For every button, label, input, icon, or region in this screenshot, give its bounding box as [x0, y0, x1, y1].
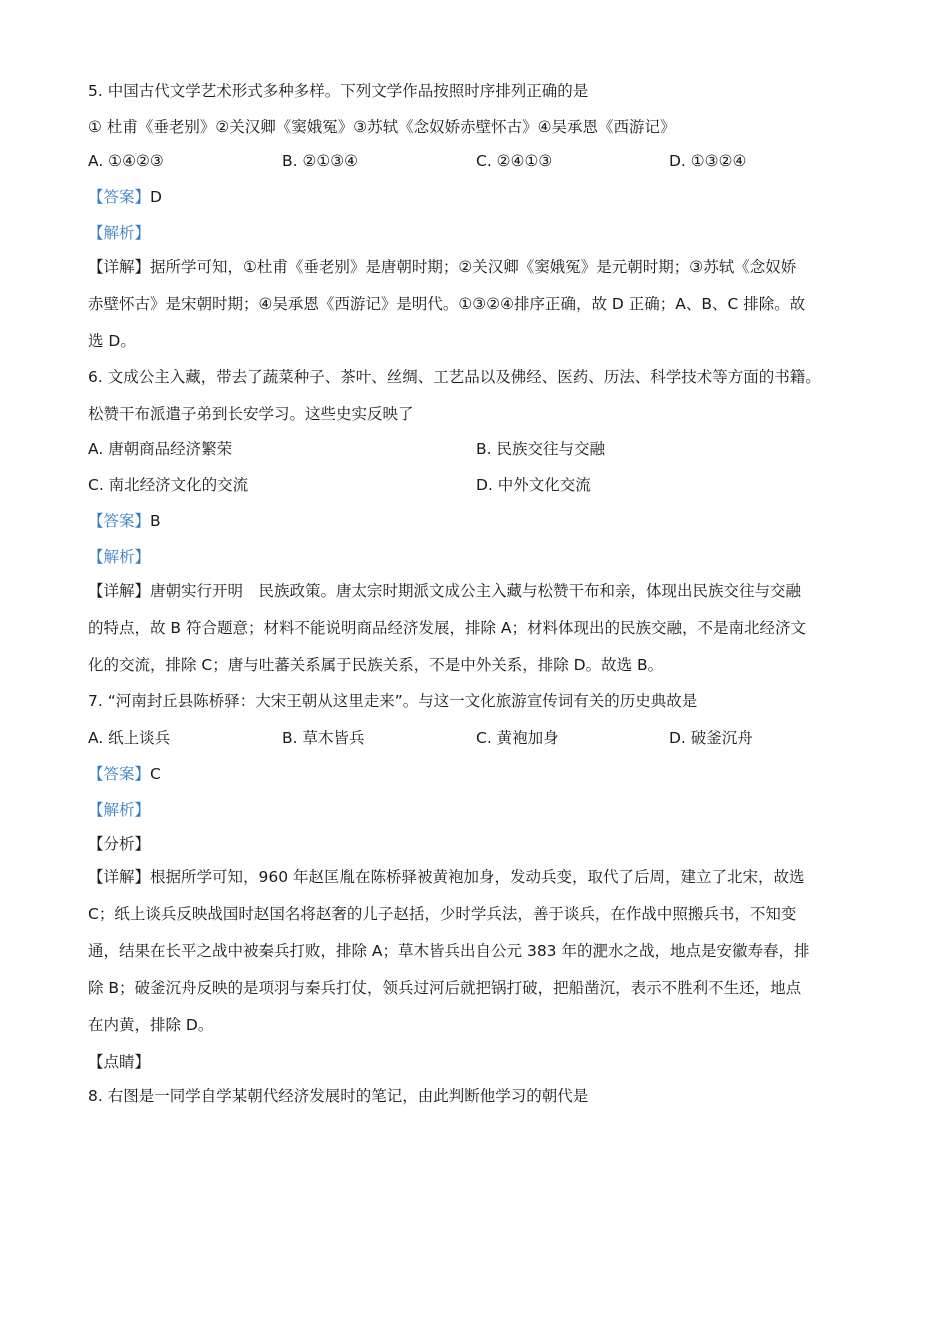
q7-option-a: A. 纸上谈兵 — [88, 729, 171, 747]
q6-answer-line — [88, 510, 161, 532]
q7-detail-4: 除 B；破釜沉舟反映的是项羽与秦兵打仗，领兵过河后就把锅打破，把船凿沉，表示不胜利不生还，地点 — [88, 979, 802, 997]
q7-answer-line — [88, 763, 161, 785]
q7-stem: 7. “河南封丘县陈桥驿：大宋王朝从这里走来”。与这一文化旅游宣传词有关的历史典故是 — [88, 692, 698, 710]
q5-items: ① 杜甫《垂老别》②关汉卿《窦娥冤》③苏轼《念奴娇赤壁怀古》④吴承恩《西游记》 — [88, 118, 676, 136]
q6-analysis-tag: 【解析】 — [88, 548, 151, 566]
q6-detail-2: 的特点，故 B 符合题意；材料不能说明商品经济发展，排除 A；材料体现出的民族交融，不是南北经济文 — [88, 619, 807, 637]
q6-answer: B — [150, 512, 161, 530]
q5-option-a: A. ①④②③ — [88, 152, 164, 170]
q7-detail-5: 在内黄，排除 D。 — [88, 1016, 214, 1034]
q5-detail-2: 赤壁怀古》是宋朝时期；④吴承恩《西游记》是明代。①③②④排序正确，故 D 正确；A、B、C 排除。故 — [88, 295, 806, 313]
q6-option-c: C. 南北经济文化的交流 — [88, 476, 249, 494]
q6-stem-2: 松赞干布派遣子弟到长安学习。这些史实反映了 — [88, 405, 414, 423]
q7-fenxi-tag: 【分析】 — [88, 835, 151, 853]
q7-dianjing-tag: 【点睛】 — [88, 1053, 151, 1071]
q5-option-d: D. ①③②④ — [669, 152, 747, 170]
q7-answer: C — [150, 765, 161, 783]
q7-option-d: D. 破釜沉舟 — [669, 729, 753, 747]
q7-option-c: C. 黄袍加身 — [476, 729, 559, 747]
q5-analysis-tag: 【解析】 — [88, 224, 151, 242]
q7-analysis-tag: 【解析】 — [88, 801, 151, 819]
answer-tag: 【答案】 — [88, 188, 151, 206]
q5-option-c: C. ②④①③ — [476, 152, 553, 170]
q5-answer: D — [150, 188, 162, 206]
q6-option-a: A. 唐朝商品经济繁荣 — [88, 440, 233, 458]
answer-tag: 【答案】 — [88, 765, 151, 783]
q5-detail-1: 【详解】据所学可知，①杜甫《垂老别》是唐朝时期；②关汉卿《窦娥冤》是元朝时期；③苏轼《念奴娇 — [88, 258, 797, 276]
q7-detail-3: 通，结果在长平之战中被秦兵打败，排除 A；草木皆兵出自公元 383 年的淝水之战，地点是安徽寿春，排 — [88, 942, 810, 960]
q6-detail-3: 化的交流，排除 C；唐与吐蕃关系属于民族关系，不是中外关系，排除 D。故选 B。 — [88, 656, 664, 674]
q6-option-d: D. 中外文化交流 — [476, 476, 591, 494]
q7-detail-1: 【详解】根据所学可知，960 年赵匡胤在陈桥驿被黄袍加身，发动兵变，取代了后周，建立了北宋，故选 — [88, 868, 805, 886]
q7-detail-2: C；纸上谈兵反映战国时赵国名将赵奢的儿子赵括，少时学兵法，善于谈兵，在作战中照搬兵书，不知变 — [88, 905, 797, 923]
q7-option-b: B. 草木皆兵 — [282, 729, 365, 747]
answer-tag: 【答案】 — [88, 512, 151, 530]
q5-option-b: B. ②①③④ — [282, 152, 359, 170]
q5-answer-line — [88, 186, 162, 208]
q6-detail-1: 【详解】唐朝实行开明 民族政策。唐太宗时期派文成公主入藏与松赞干布和亲，体现出民族交往与交融 — [88, 582, 802, 600]
q5-stem: 5. 中国古代文学艺术形式多种多样。下列文学作品按照时序排列正确的是 — [88, 82, 589, 100]
q6-option-b: B. 民族交往与交融 — [476, 440, 605, 458]
q6-stem-1: 6. 文成公主入藏，带去了蔬菜种子、茶叶、丝绸、工艺品以及佛经、医药、历法、科学技术等方面的书籍。 — [88, 368, 821, 386]
q8-stem: 8. 右图是一同学自学某朝代经济发展时的笔记，由此判断他学习的朝代是 — [88, 1087, 589, 1105]
q5-detail-3: 选 D。 — [88, 332, 136, 350]
